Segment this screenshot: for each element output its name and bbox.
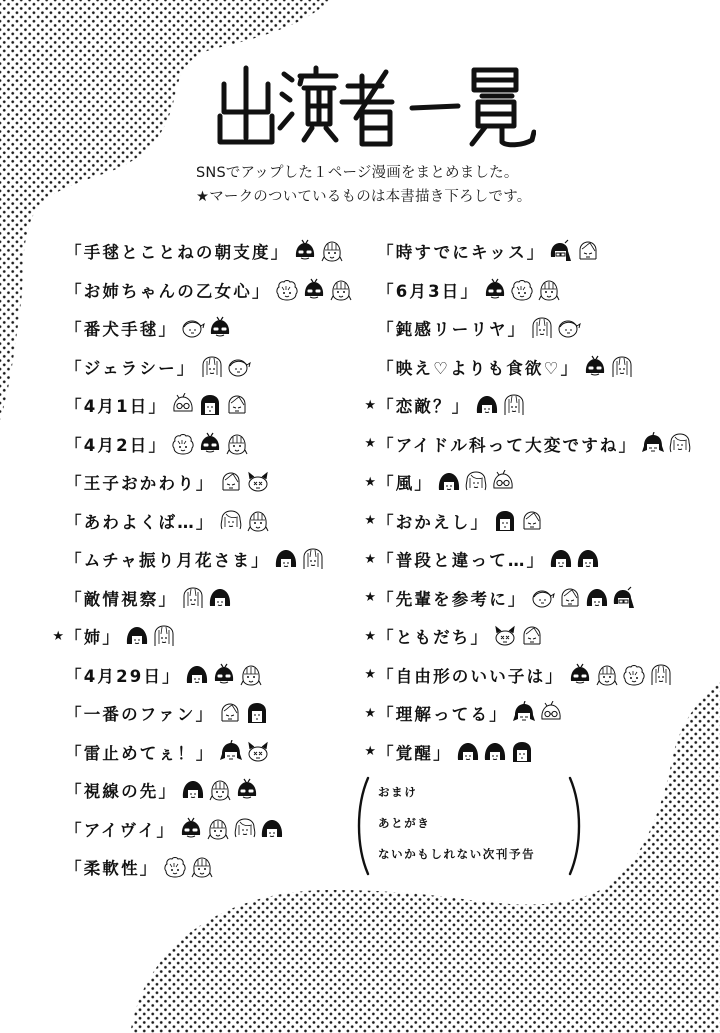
star-icon: ★ xyxy=(364,397,376,413)
character-face-dark-bob-icon xyxy=(185,663,209,687)
character-face-dark-long-icon xyxy=(245,701,269,725)
extras-item-afterword: あとがき xyxy=(378,816,431,830)
character-face-light-twin-icon xyxy=(537,278,561,302)
character-face-dark-long-icon xyxy=(510,740,534,764)
cast-faces xyxy=(549,547,600,571)
character-face-fluffy-icon xyxy=(622,663,646,687)
character-face-light-plain-icon xyxy=(576,239,600,263)
episode-title: 「雷止めてぇ！」 xyxy=(65,743,215,763)
character-face-dark-messy-icon xyxy=(512,701,536,725)
episode-entry xyxy=(50,733,353,772)
character-face-dark-long-icon xyxy=(198,393,222,417)
character-face-dark-bob-icon xyxy=(181,778,205,802)
episode-title: 「お姉ちゃんの乙女心」 xyxy=(65,281,271,301)
character-face-dark-glasses-icon xyxy=(208,316,232,340)
episode-entry xyxy=(362,425,692,464)
handwritten-title-lettering xyxy=(216,62,536,150)
episode-entry xyxy=(50,579,353,618)
episode-entry xyxy=(362,579,692,618)
star-icon: ★ xyxy=(364,744,376,760)
episode-entry xyxy=(50,694,353,733)
character-face-dark-ponytail-icon xyxy=(549,239,573,263)
episode-entry xyxy=(362,733,692,772)
star-icon: ★ xyxy=(364,513,376,529)
character-face-dark-glasses-icon xyxy=(583,355,607,379)
character-face-dark-bob-icon xyxy=(437,470,461,494)
character-face-dark-bob-icon xyxy=(456,740,480,764)
character-face-light-long-icon xyxy=(610,355,634,379)
episode-entry xyxy=(50,463,353,502)
episode-title: 「恋敵？」 xyxy=(377,397,471,417)
cast-faces xyxy=(181,778,259,802)
right-parenthesis-icon xyxy=(568,776,582,876)
character-face-light-plain-icon xyxy=(520,509,544,533)
episode-title: 「普段と違って…」 xyxy=(377,551,546,571)
character-face-dark-glasses-icon xyxy=(483,278,507,302)
episode-title: 「姉」 xyxy=(65,628,122,648)
episode-entry xyxy=(362,232,692,271)
cast-faces xyxy=(219,509,270,533)
left-column-list xyxy=(50,232,353,887)
character-face-light-long-icon xyxy=(530,316,554,340)
cast-faces xyxy=(456,740,534,764)
episode-entry xyxy=(50,502,353,541)
cast-faces xyxy=(181,316,232,340)
cast-faces xyxy=(530,316,581,340)
episode-title: 「自由形のいい子は」 xyxy=(377,666,564,686)
star-icon: ★ xyxy=(364,590,376,606)
character-face-dark-bob-icon xyxy=(125,624,149,648)
character-face-light-horns-icon xyxy=(246,470,270,494)
character-face-dark-glasses-icon xyxy=(179,817,203,841)
episode-title: 「ともだち」 xyxy=(377,628,490,648)
character-face-light-long-icon xyxy=(181,586,205,610)
episode-title: 「映え♡よりも食欲♡」 xyxy=(377,358,580,378)
page-title xyxy=(216,62,536,150)
character-face-fluffy-icon xyxy=(171,432,195,456)
star-icon: ★ xyxy=(364,551,376,567)
cast-faces xyxy=(219,470,270,494)
character-face-light-wavy-icon xyxy=(464,470,488,494)
character-face-light-glasses-icon xyxy=(491,470,515,494)
character-face-light-twin-icon xyxy=(206,817,230,841)
character-face-light-twin-icon xyxy=(225,432,249,456)
character-face-light-twin-icon xyxy=(190,855,214,879)
character-face-light-side-icon xyxy=(181,316,205,340)
episode-title: 「4月2日」 xyxy=(65,435,168,455)
episode-entry xyxy=(362,694,692,733)
episode-entry xyxy=(50,425,353,464)
character-face-light-plain-icon xyxy=(520,624,544,648)
cast-faces xyxy=(549,239,600,263)
intro-line-1: SNSでアップした１ページ漫画をまとめました。 xyxy=(196,165,519,181)
star-icon: ★ xyxy=(52,628,64,644)
character-face-dark-glasses-icon xyxy=(568,663,592,687)
episode-title: 「風」 xyxy=(377,474,434,494)
episode-title: 「鈍感リーリヤ」 xyxy=(377,320,527,340)
character-face-dark-glasses-icon xyxy=(235,778,259,802)
character-face-light-glasses-icon xyxy=(171,393,195,417)
character-face-light-long-icon xyxy=(649,663,673,687)
episode-entry xyxy=(50,810,353,849)
episode-title: 「柔軟性」 xyxy=(65,859,159,879)
character-face-fluffy-icon xyxy=(275,278,299,302)
episode-entry xyxy=(362,540,692,579)
character-face-fluffy-icon xyxy=(510,278,534,302)
cast-faces xyxy=(171,393,249,417)
star-icon: ★ xyxy=(364,705,376,721)
cast-faces xyxy=(181,586,232,610)
episode-entry xyxy=(362,617,692,656)
character-face-dark-glasses-icon xyxy=(198,432,222,456)
star-icon: ★ xyxy=(364,667,376,683)
episode-title: 「一番のファン」 xyxy=(65,705,215,725)
character-face-light-plain-icon xyxy=(219,470,243,494)
episode-title: 「敵情視察」 xyxy=(65,589,178,609)
episode-entry xyxy=(362,502,692,541)
character-face-light-wavy-icon xyxy=(219,509,243,533)
character-face-light-long-icon xyxy=(301,547,325,571)
cast-faces xyxy=(163,855,214,879)
episode-entry xyxy=(50,232,353,271)
character-face-light-horns-icon xyxy=(493,624,517,648)
episode-entry xyxy=(362,656,692,695)
episode-title: 「ムチャ振り月花さま」 xyxy=(65,551,270,571)
character-face-dark-messy-icon xyxy=(641,432,665,456)
episode-title: 「覚醒」 xyxy=(377,743,452,763)
character-face-dark-long-icon xyxy=(493,509,517,533)
episode-title: 「視線の先」 xyxy=(65,782,178,802)
intro-line-2: ★マークのついているものは本書描き下ろしです。 xyxy=(196,189,532,205)
character-face-light-twin-icon xyxy=(320,239,344,263)
episode-entry xyxy=(362,309,692,348)
cast-faces xyxy=(185,663,263,687)
episode-title: 「手毬とことねの朝支度」 xyxy=(65,243,290,263)
character-face-light-side-icon xyxy=(557,316,581,340)
character-face-dark-bob-icon xyxy=(585,586,609,610)
character-face-dark-bob-icon xyxy=(483,740,507,764)
cast-faces xyxy=(219,740,270,764)
cast-faces xyxy=(512,701,563,725)
episode-entry xyxy=(50,271,353,310)
cast-faces xyxy=(179,817,284,841)
episode-entry xyxy=(362,463,692,502)
episode-entry xyxy=(50,656,353,695)
star-icon: ★ xyxy=(364,628,376,644)
character-face-dark-bob-icon xyxy=(549,547,573,571)
character-face-light-wavy-icon xyxy=(233,817,257,841)
character-face-light-long-icon xyxy=(502,393,526,417)
episode-entry xyxy=(50,386,353,425)
cast-faces xyxy=(493,509,544,533)
episode-entry xyxy=(362,348,692,387)
cast-faces xyxy=(583,355,634,379)
cast-faces xyxy=(218,701,269,725)
character-face-light-long-icon xyxy=(200,355,224,379)
cast-faces xyxy=(293,239,344,263)
cast-faces xyxy=(274,547,325,571)
character-face-light-horns-icon xyxy=(246,740,270,764)
character-face-dark-glasses-icon xyxy=(302,278,326,302)
cast-faces xyxy=(171,432,249,456)
character-face-light-plain-icon xyxy=(225,393,249,417)
character-face-dark-bob-icon xyxy=(576,547,600,571)
character-face-dark-glasses-icon xyxy=(212,663,236,687)
episode-title: 「アイヴイ」 xyxy=(65,820,176,840)
episode-title: 「番犬手毬」 xyxy=(65,320,178,340)
character-face-light-side-icon xyxy=(227,355,251,379)
character-face-dark-bob-icon xyxy=(208,586,232,610)
extras-item-omake: おまけ xyxy=(378,785,418,799)
episode-entry xyxy=(362,271,692,310)
episode-entry xyxy=(50,848,353,887)
character-face-light-long-icon xyxy=(152,624,176,648)
cast-faces xyxy=(275,278,353,302)
character-face-dark-bob-icon xyxy=(475,393,499,417)
episode-title: 「先輩を参考に」 xyxy=(377,589,527,609)
episode-entry xyxy=(50,540,353,579)
character-face-light-glasses-icon xyxy=(539,701,563,725)
character-face-light-wavy-icon xyxy=(668,432,692,456)
extras-block xyxy=(356,776,582,876)
character-face-dark-messy-icon xyxy=(219,740,243,764)
star-icon: ★ xyxy=(364,474,376,490)
character-face-light-twin-icon xyxy=(329,278,353,302)
character-face-fluffy-icon xyxy=(163,855,187,879)
character-face-light-twin-icon xyxy=(246,509,270,533)
cast-faces xyxy=(568,663,673,687)
episode-title: 「ジェラシー」 xyxy=(65,358,196,378)
cast-faces xyxy=(641,432,692,456)
cast-faces xyxy=(200,355,251,379)
cast-faces xyxy=(125,624,176,648)
episode-entry xyxy=(362,386,692,425)
character-face-dark-ponytail-icon xyxy=(612,586,636,610)
episode-entry xyxy=(50,617,353,656)
episode-title: 「アイドル科って大変ですね」 xyxy=(377,435,638,455)
cast-faces xyxy=(493,624,544,648)
episode-title: 「理解ってる」 xyxy=(377,705,508,725)
character-face-dark-bob-icon xyxy=(274,547,298,571)
episode-title: 「おかえし」 xyxy=(377,512,490,532)
character-face-dark-glasses-icon xyxy=(293,239,317,263)
cast-faces xyxy=(475,393,526,417)
intro-text xyxy=(196,161,531,209)
cast-faces xyxy=(437,470,515,494)
character-face-light-side-icon xyxy=(531,586,555,610)
extras-list xyxy=(378,780,535,873)
character-face-light-twin-icon xyxy=(208,778,232,802)
character-face-light-twin-icon xyxy=(239,663,263,687)
episode-title: 「あわよくば…」 xyxy=(65,512,215,532)
extras-item-next-volume-preview: ないかもしれない次刊予告 xyxy=(378,847,536,861)
character-face-light-plain-icon xyxy=(558,586,582,610)
star-icon: ★ xyxy=(364,436,376,452)
episode-title: 「時すでにキッス」 xyxy=(377,243,546,263)
cast-faces xyxy=(531,586,636,610)
cast-faces xyxy=(483,278,561,302)
character-face-light-plain-icon xyxy=(218,701,242,725)
episode-entry xyxy=(50,771,353,810)
character-face-dark-bob-icon xyxy=(260,817,284,841)
episode-title: 「王子おかわり」 xyxy=(65,474,215,494)
left-parenthesis-icon xyxy=(356,776,370,876)
episode-entry xyxy=(50,348,353,387)
right-column-list xyxy=(362,232,692,771)
episode-entry xyxy=(50,309,353,348)
character-face-light-twin-icon xyxy=(595,663,619,687)
episode-title: 「4月1日」 xyxy=(65,397,168,417)
episode-title: 「6月3日」 xyxy=(377,281,480,301)
episode-title: 「4月29日」 xyxy=(65,666,181,686)
